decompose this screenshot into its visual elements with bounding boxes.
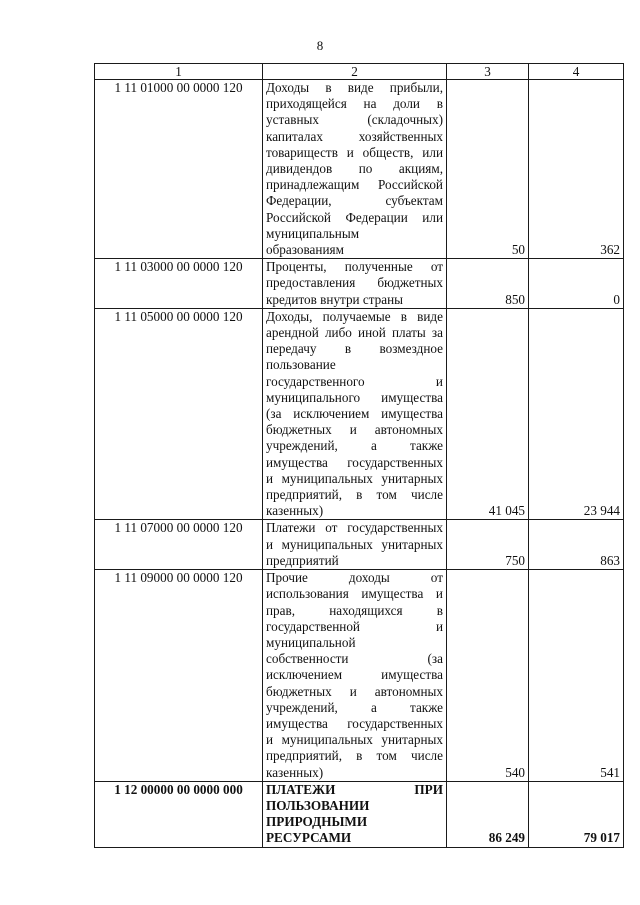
row-name-line: капиталах хозяйственных [266,128,443,144]
row-name-line: учреждений, а также [266,438,443,454]
row-name-line: предприятий, в том числе [266,487,443,503]
row-name-line: ПЛАТЕЖИ ПРИ [266,781,443,797]
row-value-4: 362 [529,80,624,259]
row-name-line: собственности (за [266,651,443,667]
row-name-line: государственной и [266,618,443,634]
row-name-line: передачу в возмездное [266,341,443,357]
row-value-3: 540 [447,570,529,782]
row-name [263,259,447,309]
row-name-line: предприятий [266,552,339,568]
row-name-line: РЕСУРСАМИ [266,830,352,846]
row-name-line: кредитов внутри страны [266,291,404,307]
row-name-line: дивидендов по акциям, [266,161,443,177]
row-name-line: Прочие доходы от [266,570,443,586]
row-name-line: государственного и [266,373,443,389]
row-name-line: образованиям [266,242,344,258]
row-code: 1 11 07000 00 0000 120 [95,520,263,570]
row-name-line: муниципальным [266,225,360,241]
page-number: 8 [316,38,324,53]
row-name-line: пользование [266,357,336,373]
row-name-line: ПОЛЬЗОВАНИИ [266,797,370,813]
row-name-line: уставных (складочных) [266,112,443,128]
row-name-line: (за исключением имущества [266,406,443,422]
row-name [263,80,447,259]
row-name-line: имущества государственных [266,715,443,731]
row-value-4: 863 [529,520,624,570]
row-name [263,570,447,782]
revenue-table [94,63,624,848]
row-value-3: 50 [447,80,529,259]
row-name-line: казенных) [266,503,324,519]
row-name [263,308,447,520]
row-name-line: Российской Федерации или [266,209,443,225]
row-value-3: 850 [447,259,529,309]
row-name-line: Проценты, полученные от [266,259,443,275]
row-name-line: и муниципальных унитарных [266,536,443,552]
row-name-line: исключением имущества [266,667,443,683]
column-header-value-4: 4 [529,64,624,80]
row-value-3: 86 249 [447,781,529,847]
row-value-3: 750 [447,520,529,570]
row-name-line: бюджетных и автономных [266,683,443,699]
table-row [95,520,624,570]
row-name-line: предоставления бюджетных [266,275,443,291]
row-value-4: 0 [529,259,624,309]
row-name-line: и муниципальных унитарных [266,732,443,748]
row-value-4: 541 [529,570,624,782]
table-body [95,80,624,848]
row-name-line: имущества государственных [266,454,443,470]
row-code: 1 11 01000 00 0000 120 [95,80,263,259]
row-name-line: Доходы в виде прибыли, [266,80,443,95]
row-name-line: учреждений, а также [266,699,443,715]
column-header-value-3: 3 [447,64,529,80]
row-value-3: 41 045 [447,308,529,520]
table-row [95,781,624,847]
row-name-line: прав, находящихся в [266,602,443,618]
row-name-line: и муниципальных унитарных [266,470,443,486]
row-name [263,520,447,570]
row-name-line: принадлежащим Российской [266,177,443,193]
table-row [95,259,624,309]
column-header-name: 2 [263,64,447,80]
row-name-line: Платежи от государственных [266,520,443,536]
row-code: 1 11 09000 00 0000 120 [95,570,263,782]
row-code: 1 12 00000 00 0000 000 [95,781,263,847]
row-name-line: ПРИРОДНЫМИ [266,814,368,830]
row-name-line: использования имущества и [266,586,443,602]
row-value-4: 79 017 [529,781,624,847]
row-name-line: арендной либо иной платы за [266,325,443,341]
row-name-line: товариществ и обществ, или [266,144,443,160]
table-row [95,308,624,520]
column-header-code: 1 [95,64,263,80]
row-code: 1 11 05000 00 0000 120 [95,308,263,520]
table-row [95,570,624,782]
row-name-line: бюджетных и автономных [266,422,443,438]
row-name-line: муниципального имущества [266,389,443,405]
row-name-line: Федерации, субъектам [266,193,443,209]
row-name [263,781,447,847]
row-name-line: Доходы, получаемые в виде [266,308,443,324]
row-code: 1 11 03000 00 0000 120 [95,259,263,309]
table-row [95,80,624,259]
row-name-line: казенных) [266,764,324,780]
row-value-4: 23 944 [529,308,624,520]
row-name-line: приходящейся на доли в [266,96,443,112]
table-header-row [95,64,624,80]
row-name-line: муниципальной [266,634,356,650]
row-name-line: предприятий, в том числе [266,748,443,764]
